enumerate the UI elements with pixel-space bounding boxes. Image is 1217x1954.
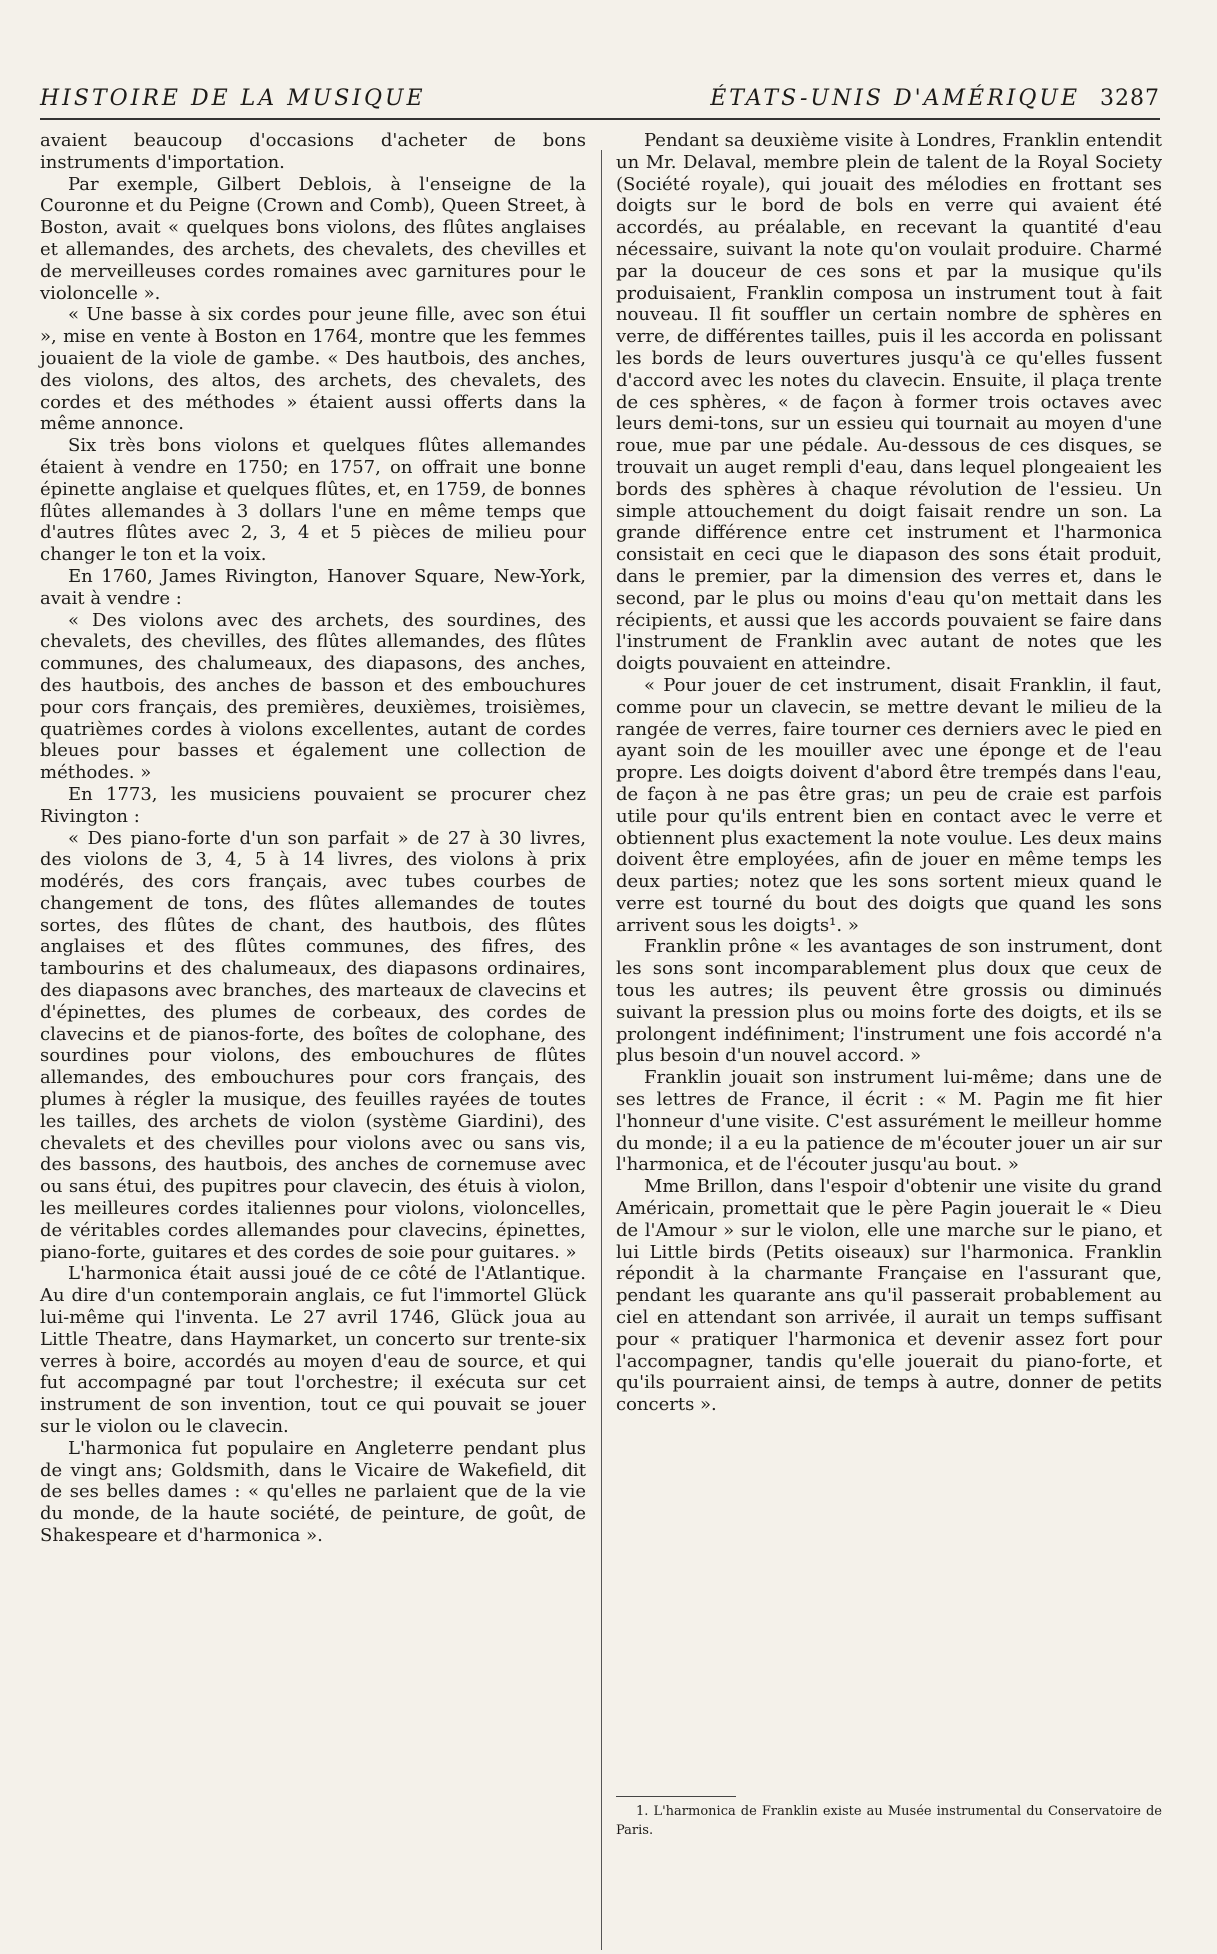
paragraph: avaient beaucoup d'occasions d'acheter de bons instruments d'importation. [40,130,586,173]
paragraph: « Des piano-forte d'un son parfait » de 27 à 30 livres, des violons de 3, 4, 5 à 14 livres, des violons à prix modérés, des cors français, avec tubes courbes de changement de tons, des flûtes allemandes de toutes sortes, des flûtes de chant, des hautbois, des flûtes anglaises et des flûtes communes, des fifres, des tambourins et des chalumeaux, des diapasons ordinaires, des diapasons avec branches, des marteaux de clavecins et d'épinettes, des plumes de corbeaux, des cordes de clavecins et de pianos-forte, des boîtes de colophane, des sourdines pour violons, des embouchures de flûtes allemandes, des embouchures pour cors français, des plumes à régler la musique, des feuilles rayées de toutes les tailles, des archets de violon (système Giardini), des chevalets et des chevilles pour violons avec ou sans vis, des bassons, des hautbois, des anches de cornemuse avec ou sans étui, des pupitres pour clavecin, des étuis à violon, les meilleures cordes italiennes pour violons, violoncelles, de véritables cordes allemandes pour clavecins, épinettes, piano-forte, guitares et des cordes de soie pour guitares. » [40,827,586,1263]
paragraph: Six très bons violons et quelques flûtes allemandes étaient à vendre en 1750; en 1757, on offrait une bonne épinette anglaise et quelques flûtes, et, en 1759, de bonnes flûtes allemandes à 3 dollars l'une en même temps que d'autres flûtes avec 2, 3, 4 et 5 pièces de milieu pour changer le ton et la voix. [40,435,586,566]
paragraph: Pendant sa deuxième visite à Londres, Franklin entendit un Mr. Delaval, membre plein de talent de la Royal Society (Société royale), qui jouait des mélodies en frottant ses doigts sur le bord de bols en verre qui avaient été accordés, au préalable, en recevant la quantité d'eau nécessaire, suivant la note qu'on voulait produire. Charmé par la douceur de ces sons et par la musique qu'ils produisaient, Franklin composa un instrument tout à fait nouveau. Il fit souffler un certain nombre de sphères en verre, de différentes tailles, puis il les accorda en polissant les bords de leurs ouvertures jusqu'à ce qu'elles fussent d'accord avec les notes du clavecin. Ensuite, il plaça trente de ces sphères, « de façon à former trois octaves avec leurs demi-tons, sur un essieu qui tournait au moyen d'une roue, mue par une pédale. Au-dessous de ces disques, se trouvait un auget rempli d'eau, dans lequel plongeaient les bords des sphères à chaque révolution de l'essieu. Un simple attouchement du doigt faisait rendre un son. La grande différence entre cet instrument et l'harmonica consistait en ceci que le diapason des sons était produit, dans le premier, par la dimension des verres et, dans le second, par le plus ou moins d'eau qu'on mettait dans les récipients, et aussi que les accords pouvaient se faire dans l'instrument de Franklin avec autant de notes que les doigts pouvaient en atteindre. [616,130,1162,675]
paragraph: « Des violons avec des archets, des sourdines, des chevalets, des chevilles, des flûtes allemandes, des flûtes communes, des chalumeaux, des diapasons, des anches, des hautbois, des anches de basson et des embouchures pour cors français, des premières, deuxièmes, troisièmes, quatrièmes cordes à violons excellentes, autant de cordes bleues pour basses et également une collection de méthodes. » [40,609,586,784]
column-divider [601,150,602,1950]
paragraph: L'harmonica fut populaire en Angleterre pendant plus de vingt ans; Goldsmith, dans le Vicaire de Wakefield, dit de ses belles dames : « qu'elles ne parlaient que de la vie du monde, de la haute société, de peinture, de goût, de Shakespeare et d'harmonica ». [40,1437,586,1546]
header-rule [40,118,1160,120]
paragraph: Par exemple, Gilbert Deblois, à l'enseigne de la Couronne et du Peigne (Crown and Comb), Queen Street, à Boston, avait « quelques bons violons, des flûtes anglaises et allemandes, des archets, des chevalets, des chevilles et de merveilleuses cordes romaines avec garnitures pour le violoncelle ». [40,173,586,304]
page-number: 3287 [1100,86,1160,111]
paragraph: En 1760, James Rivington, Hanover Square, New-York, avait à vendre : [40,565,586,609]
footnote-rule [616,1796,736,1797]
header-book-title: HISTOIRE DE LA MUSIQUE [40,86,426,111]
paragraph: Franklin jouait son instrument lui-même; dans une de ses lettres de France, il écrit : « M. Pagin me fit hier l'honneur d'une visite. C'est assurément le meilleur homme du monde; il a eu la patience de m'écouter jouer un air sur l'harmonica, et de l'écouter jusqu'au bout. » [616,1067,1162,1176]
paragraph: Franklin prône « les avantages de son instrument, dont les sons sont incomparablement plus doux que ceux de tous les autres; ils peuvent être grossis ou diminués suivant la pression plus ou moins forte des doigts, et ils se prolongent indéfiniment; l'instrument une fois accordé n'a plus besoin d'un nouvel accord. » [616,936,1162,1067]
left-column [40,130,586,1547]
footnote-text: 1. L'harmonica de Franklin existe au Musée instrumental du Conservatoire de Paris. [616,1804,1162,1838]
paragraph: En 1773, les musiciens pouvaient se procurer chez Rivington : [40,783,586,827]
paragraph: « Une basse à six cordes pour jeune fille, avec son étui », mise en vente à Boston en 1764, montre que les femmes jouaient de la viole de gambe. « Des hautbois, des anches, des violons, des altos, des archets, des chevalets, des cordes et des méthodes » étaient aussi offerts dans la même annonce. [40,304,586,435]
running-header [40,86,1160,118]
paragraph: Mme Brillon, dans l'espoir d'obtenir une visite du grand Américain, promettait que le père Pagin jouerait le « Dieu de l'Amour » sur le violon, elle une marche sur le piano, et lui Little birds (Petits oiseaux) sur l'harmonica. Franklin répondit à la charmante Française en l'assurant que, pendant les quarante ans qu'il passerait probablement au ciel en attendant son arrivée, il aurait un temps suffisant pour « pratiquer l'harmonica et devenir assez fort pour l'accompagner, tandis qu'elle jouerait du piano-forte, et qu'ils pourraient ainsi, de temps à autre, donner de petits concerts ». [616,1176,1162,1416]
footnote [616,1802,1162,1840]
header-chapter-title: ÉTATS-UNIS D'AMÉRIQUE [710,86,1080,111]
paragraph: L'harmonica était aussi joué de ce côté de l'Atlantique. Au dire d'un contemporain anglais, ce fut l'immortel Glück lui-même qui l'inventa. Le 27 avril 1746, Glück joua au Little Theatre, dans Haymarket, un concerto sur trente-six verres à boire, accordés au moyen d'eau de source, et qui fut accompagné par tout l'orchestre; il exécuta sur cet instrument de son invention, tout ce qui pouvait se jouer sur le violon ou le clavecin. [40,1263,586,1438]
paragraph: « Pour jouer de cet instrument, disait Franklin, il faut, comme pour un clavecin, se mettre devant le milieu de la rangée de verres, faire tourner ces derniers avec le pied en ayant soin de les mouiller avec une éponge et de l'eau propre. Les doigts doivent d'abord être trempés dans l'eau, de façon à ne pas être gras; un peu de craie est parfois utile pour qu'ils entrent bien en contact avec le verre et obtiennent plus exactement la note voulue. Les deux mains doivent être employées, afin de jouer en même temps les deux parties; notez que les sons sortent mieux quand le verre est tourné du bout des doigts que quand les sons arrivent sous les doigts¹. » [616,674,1162,936]
right-column [616,130,1162,1416]
